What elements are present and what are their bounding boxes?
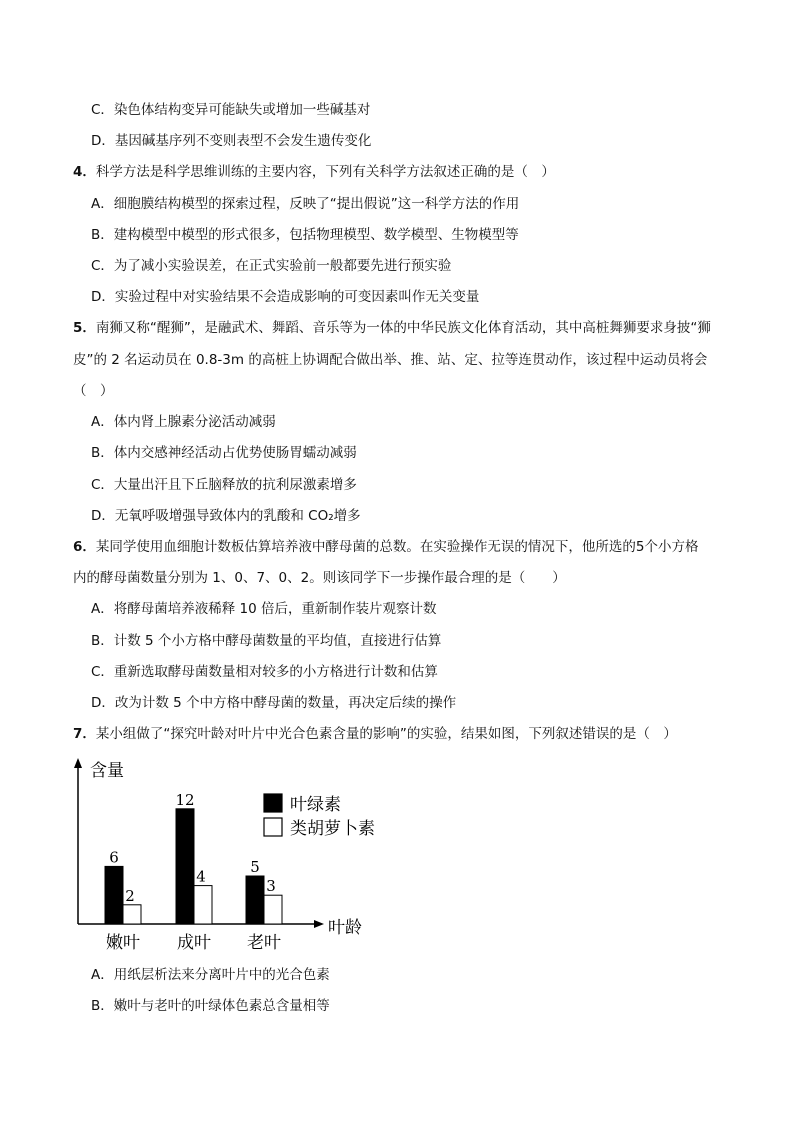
q6-text: 某同学使用血细胞计数板估算培养液中酵母菌的总数。在实验操作无误的情况下，他所选的5个小方格 [95,539,699,555]
legend-label-chlorophyll: 叶绿素 [290,795,341,815]
q5-option-d: D．无氧呼吸增强导致体内的乳酸和 CO₂增多 [91,508,361,524]
q6-option-b: B．计数 5 个小方格中酵母菌数量的平均值，直接进行估算 [91,633,442,649]
y-axis-arrow [74,758,82,768]
q5-option-b: B．体内交感神经活动占优势使肠胃蠕动减弱 [91,445,357,461]
q7-option-a: A．用纸层析法来分离叶片中的光合色素 [91,967,330,983]
q5-stem [73,318,711,338]
category-label-1: 成叶 [177,933,211,953]
q4-stem [73,162,555,182]
q6-stem [73,537,699,557]
q6-number: 6． [73,539,96,555]
legend-swatch-carotenoid [264,818,282,836]
q5-option-c: C．大量出汗且下丘脑释放的抗利尿激素增多 [91,477,357,493]
q5-number: 5． [73,320,96,336]
bar-carotenoid-1 [194,886,212,924]
q7-option-b: B．嫩叶与老叶的叶绿体色素总含量相等 [91,998,330,1014]
q4-option-a: A．细胞膜结构模型的探索过程，反映了“提出假说”这一科学方法的作用 [91,196,520,212]
data-label-carotenoid-0: 2 [125,886,135,905]
q6-option-a: A．将酵母菌培养液稀释 10 倍后，重新制作装片观察计数 [91,601,437,617]
bar-chlorophyll-0 [105,866,123,924]
q7-number: 7． [73,726,96,742]
q5-stem-line2: 皮”的 2 名运动员在 0.8-3m 的高桩上协调配合做出举、推、站、定、拉等连贯动作，该过程中运动员将会 [73,352,708,368]
q3-option-c: C．染色体结构变异可能缺失或增加一些碱基对 [91,102,371,118]
q5-option-a: A．体内肾上腺素分泌活动减弱 [91,414,276,430]
bar-chlorophyll-2 [246,876,264,924]
data-label-carotenoid-1: 4 [196,867,206,886]
q6-option-d: D．改为计数 5 个中方格中酵母菌的数量，再决定后续的操作 [91,695,457,711]
legend-swatch-chlorophyll [264,794,282,812]
q3-option-d: D．基因碱基序列不变则表型不会发生遗传变化 [91,133,372,149]
x-axis-arrow [314,920,324,928]
q7-stem [73,724,677,744]
q6-stem-line2: 内的酵母菌数量分别为 1、0、7、0、2。则该同学下一步操作最合理的是（ ） [73,570,566,586]
q5-text: 南狮又称“醒狮”，是融武术、舞蹈、音乐等为一体的中华民族文化体育活动，其中高桩舞狮要求身披“狮 [95,320,711,336]
data-label-chlorophyll-1: 12 [175,790,195,809]
q4-option-d: D．实验过程中对实验结果不会造成影响的可变因素叫作无关变量 [91,289,480,305]
bar-chlorophyll-1 [176,809,194,924]
x-axis-label: 叶龄 [328,918,362,938]
y-axis-label: 含量 [90,761,124,781]
data-label-chlorophyll-2: 5 [250,858,260,876]
bar-carotenoid-2 [264,895,282,924]
q4-option-c: C．为了减小实验误差，在正式实验前一般都要先进行预实验 [91,258,452,274]
q7-text: 某小组做了“探究叶龄对叶片中光合色素含量的影响”的实验，结果如图，下列叙述错误的是（ ） [95,726,677,742]
q4-text: 科学方法是科学思维训练的主要内容，下列有关科学方法叙述正确的是（ ） [95,164,555,180]
category-label-0: 嫩叶 [106,933,140,953]
q4-number: 4． [73,164,96,180]
leaf-age-pigment-chart [60,752,400,957]
q6-option-c: C．重新选取酵母菌数量相对较多的小方格进行计数和估算 [91,664,438,680]
legend-label-carotenoid: 类胡萝卜素 [290,819,375,839]
data-label-chlorophyll-0: 6 [109,848,119,867]
data-label-carotenoid-2: 3 [266,877,276,896]
category-label-2: 老叶 [247,933,281,953]
bar-carotenoid-0 [123,905,141,924]
q4-option-b: B．建构模型中模型的形式很多，包括物理模型、数学模型、生物模型等 [91,227,519,243]
q5-stem-line3: （ ） [73,383,114,399]
